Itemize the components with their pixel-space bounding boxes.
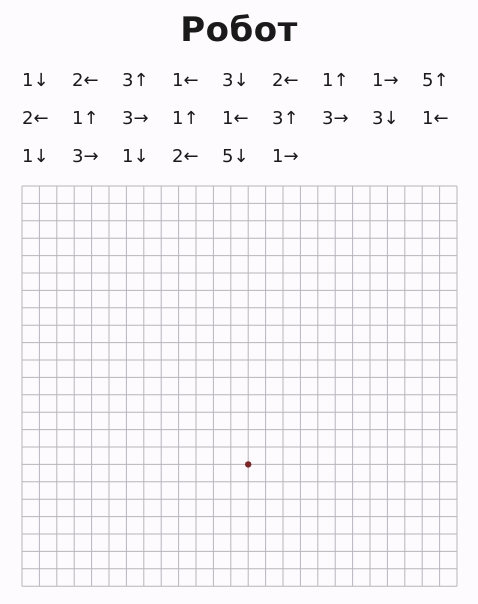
command-item: 3→ <box>72 146 99 167</box>
command-item: 5↓ <box>222 146 249 167</box>
command-item: 3↓ <box>222 70 249 91</box>
command-item: 1→ <box>272 146 299 167</box>
command-item: 1→ <box>372 70 399 91</box>
command-item: 5↑ <box>422 70 449 91</box>
grid-area <box>21 185 458 588</box>
command-item: 3↓ <box>372 108 399 129</box>
command-item: 1← <box>172 70 199 91</box>
command-item: 3↑ <box>122 70 149 91</box>
command-item: 1↑ <box>72 108 99 129</box>
command-item: 2← <box>272 70 299 91</box>
robot-start-dot <box>245 461 251 467</box>
robot-grid[interactable] <box>21 185 458 588</box>
command-item: 3↑ <box>272 108 299 129</box>
command-item: 1↑ <box>172 108 199 129</box>
command-item: 2← <box>172 146 199 167</box>
page-title: Робот <box>180 10 298 50</box>
command-item: 2← <box>72 70 99 91</box>
command-item: 1↑ <box>322 70 349 91</box>
command-item: 3→ <box>122 108 149 129</box>
command-item: 1↓ <box>122 146 149 167</box>
command-item: 1← <box>222 108 249 129</box>
command-item: 1← <box>422 108 449 129</box>
command-item: 2← <box>22 108 49 129</box>
command-item: 1↓ <box>22 146 49 167</box>
command-item: 3→ <box>322 108 349 129</box>
command-item: 1↓ <box>22 70 49 91</box>
